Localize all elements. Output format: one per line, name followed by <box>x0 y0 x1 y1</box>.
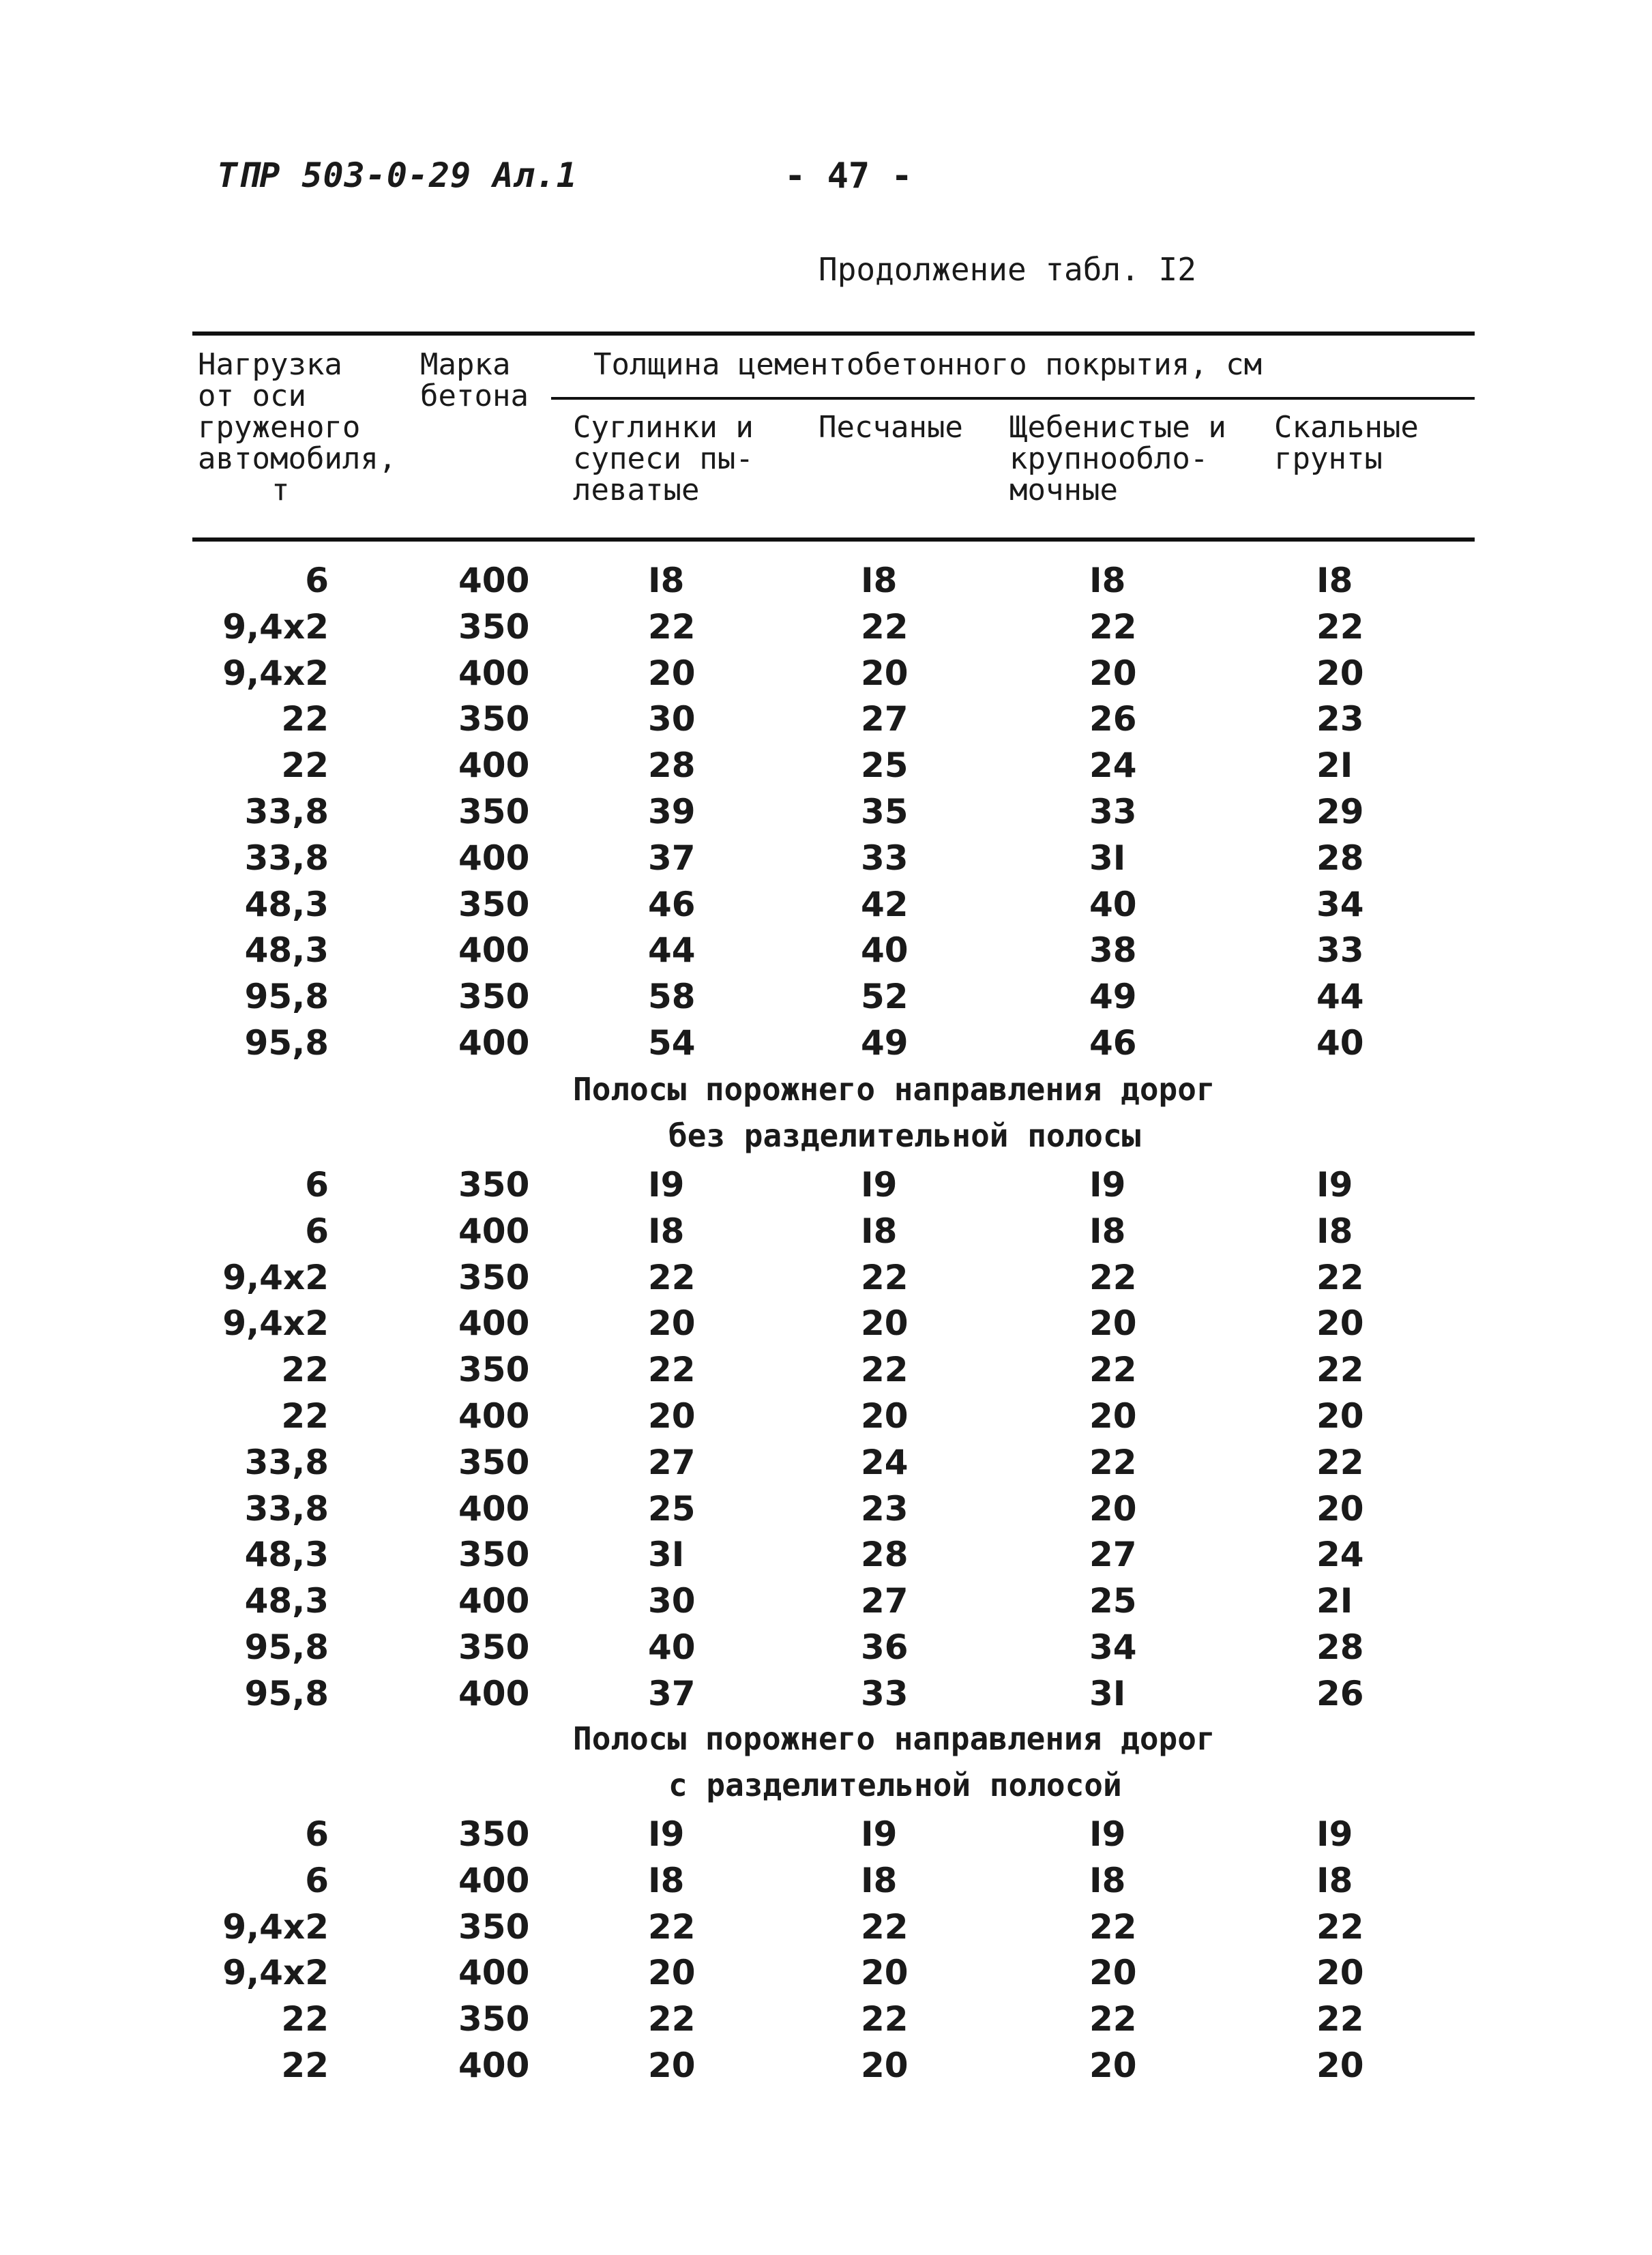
load-cell: 22 <box>281 699 329 739</box>
document-code: ТПР 503-0-29 Ал.1 <box>217 156 578 195</box>
rock-cell: 28 <box>1316 838 1364 878</box>
rock-cell: 34 <box>1316 884 1364 924</box>
sand-cell: I9 <box>861 1814 898 1854</box>
table-top-rule <box>192 331 1475 336</box>
loam-cell: 22 <box>648 606 696 647</box>
sand-cell: 20 <box>861 2046 909 2085</box>
grade-cell: 350 <box>458 1627 530 1667</box>
gravel-cell: I8 <box>1089 561 1126 600</box>
grade-cell: 400 <box>458 1488 530 1529</box>
sand-cell: 20 <box>861 653 909 693</box>
grade-cell: 350 <box>458 1814 530 1854</box>
header-soil-gravel-line: Щебенистые и <box>1009 410 1226 445</box>
table-row <box>0 792 1652 838</box>
header-grade-line: Марка <box>420 347 511 382</box>
loam-cell: I9 <box>648 1814 685 1854</box>
grade-cell: 400 <box>458 1211 530 1251</box>
grade-cell: 400 <box>458 653 530 693</box>
header-soil-loam-line: Суглинки и <box>573 410 754 445</box>
load-cell: 9,4х2 <box>222 1953 329 1993</box>
header-soil-gravel <box>1009 412 1226 506</box>
rock-cell: 23 <box>1316 699 1364 739</box>
sand-cell: 20 <box>861 1303 909 1344</box>
table-row <box>0 2046 1652 2092</box>
loam-cell: 44 <box>648 930 696 971</box>
rock-cell: I8 <box>1316 561 1353 600</box>
loam-cell: 22 <box>648 1350 696 1390</box>
sand-cell: I8 <box>861 1860 898 1900</box>
gravel-cell: 46 <box>1089 1023 1137 1063</box>
loam-cell: 27 <box>648 1442 696 1482</box>
table-row <box>0 1396 1652 1443</box>
gravel-cell: 33 <box>1089 792 1137 831</box>
group-header-rule <box>551 397 1475 400</box>
rock-cell: 20 <box>1316 1953 1364 1993</box>
page-number: - 47 - <box>784 156 913 196</box>
rock-cell: 44 <box>1316 977 1364 1017</box>
gravel-cell: 22 <box>1089 1257 1137 1297</box>
table-row <box>0 1489 1652 1535</box>
loam-cell: 40 <box>648 1627 696 1667</box>
sand-cell: 25 <box>861 746 909 786</box>
header-grade-line: бетона <box>420 379 529 413</box>
load-cell: 9,4х2 <box>222 1257 329 1297</box>
header-soil-rock-line: грунты <box>1274 441 1383 476</box>
table-row <box>0 1350 1652 1396</box>
gravel-cell: 22 <box>1089 1442 1137 1482</box>
load-cell: 22 <box>281 1350 329 1390</box>
rock-cell: 2I <box>1316 1581 1353 1621</box>
load-cell: 9,4х2 <box>222 653 329 693</box>
table-row <box>0 1953 1652 1999</box>
load-cell: 33,8 <box>244 1442 329 1482</box>
sand-cell: 22 <box>861 606 909 647</box>
grade-cell: 400 <box>458 1023 530 1063</box>
header-load-line: автомобиля, <box>198 441 397 476</box>
header-load-line: Нагрузка <box>198 347 342 382</box>
sand-cell: 33 <box>861 838 909 878</box>
section-heading: Полосы порожнего направления дорог <box>573 1720 1215 1757</box>
load-cell: 6 <box>305 1860 329 1900</box>
table-row <box>0 699 1652 746</box>
header-soil-loam-line: леватые <box>573 473 700 507</box>
sand-cell: 36 <box>861 1627 909 1667</box>
header-soil-rock-line: Скальные <box>1274 410 1419 445</box>
sand-cell: 24 <box>861 1442 909 1482</box>
header-soil-loam <box>573 412 754 506</box>
gravel-cell: 27 <box>1089 1535 1137 1575</box>
grade-cell: 400 <box>458 1953 530 1993</box>
loam-cell: 20 <box>648 1303 696 1344</box>
sand-cell: 22 <box>861 1906 909 1947</box>
sand-cell: 27 <box>861 699 909 739</box>
header-soil-loam-line: супеси пы- <box>573 441 754 476</box>
loam-cell: I8 <box>648 561 685 600</box>
loam-cell: 37 <box>648 1673 696 1713</box>
table-row <box>0 561 1652 607</box>
sand-cell: 22 <box>861 1350 909 1390</box>
sand-cell: I8 <box>861 1211 898 1251</box>
load-cell: 6 <box>305 1165 329 1205</box>
loam-cell: 28 <box>648 746 696 786</box>
grade-cell: 350 <box>458 1350 530 1390</box>
load-cell: 95,8 <box>244 1673 329 1713</box>
header-group-title: Толщина цементобетонного покрытия, см <box>593 347 1263 382</box>
rock-cell: I8 <box>1316 1860 1353 1900</box>
load-cell: 9,4х2 <box>222 606 329 647</box>
loam-cell: 54 <box>648 1023 696 1063</box>
grade-cell: 400 <box>458 1303 530 1344</box>
sand-cell: 23 <box>861 1488 909 1529</box>
grade-cell: 350 <box>458 792 530 831</box>
rock-cell: 22 <box>1316 1906 1364 1947</box>
gravel-cell: 22 <box>1089 1999 1137 2039</box>
header-load <box>198 349 396 506</box>
header-grade <box>420 349 529 412</box>
table-continuation-caption: Продолжение табл. I2 <box>818 251 1196 288</box>
gravel-cell: 38 <box>1089 930 1137 971</box>
loam-cell: 22 <box>648 1257 696 1297</box>
sand-cell: 20 <box>861 1396 909 1436</box>
table-row <box>0 838 1652 885</box>
gravel-cell: 20 <box>1089 1953 1137 1993</box>
load-cell: 48,3 <box>244 884 329 924</box>
gravel-cell: 20 <box>1089 1488 1137 1529</box>
table-row <box>0 1443 1652 1489</box>
load-cell: 6 <box>305 561 329 600</box>
load-cell: 9,4х2 <box>222 1906 329 1947</box>
header-load-line: от оси <box>198 379 306 413</box>
header-load-line: т <box>271 473 290 507</box>
sand-cell: 22 <box>861 1999 909 2039</box>
load-cell: 22 <box>281 746 329 786</box>
gravel-cell: 3I <box>1089 1673 1126 1713</box>
header-soil-sand-line: Песчаные <box>818 410 963 445</box>
load-cell: 48,3 <box>244 1581 329 1621</box>
table-row <box>0 1674 1652 1720</box>
sand-cell: 22 <box>861 1257 909 1297</box>
load-cell: 6 <box>305 1814 329 1854</box>
grade-cell: 350 <box>458 606 530 647</box>
load-cell: 33,8 <box>244 838 329 878</box>
sand-cell: 28 <box>861 1535 909 1575</box>
grade-cell: 350 <box>458 884 530 924</box>
loam-cell: I9 <box>648 1165 685 1205</box>
sand-cell: 20 <box>861 1953 909 1993</box>
gravel-cell: 26 <box>1089 699 1137 739</box>
table-row <box>0 1023 1652 1070</box>
gravel-cell: I8 <box>1089 1860 1126 1900</box>
table-row <box>0 1303 1652 1350</box>
gravel-cell: 22 <box>1089 1350 1137 1390</box>
rock-cell: 22 <box>1316 1350 1364 1390</box>
table-row <box>0 1999 1652 2046</box>
gravel-cell: 40 <box>1089 884 1137 924</box>
rock-cell: 20 <box>1316 1488 1364 1529</box>
table-row <box>0 1535 1652 1581</box>
header-load-line: груженого <box>198 410 361 445</box>
load-cell: 6 <box>305 1211 329 1251</box>
loam-cell: 3I <box>648 1535 685 1575</box>
gravel-cell: 25 <box>1089 1581 1137 1621</box>
grade-cell: 400 <box>458 838 530 878</box>
load-cell: 9,4х2 <box>222 1303 329 1344</box>
sand-cell: 33 <box>861 1673 909 1713</box>
section-heading: Полосы порожнего направления дорог <box>573 1071 1215 1108</box>
table-row <box>0 1814 1652 1861</box>
header-bottom-rule <box>192 537 1475 542</box>
grade-cell: 350 <box>458 977 530 1017</box>
rock-cell: 22 <box>1316 1442 1364 1482</box>
loam-cell: 20 <box>648 1953 696 1993</box>
rock-cell: 29 <box>1316 792 1364 831</box>
rock-cell: 40 <box>1316 1023 1364 1063</box>
table-row <box>0 607 1652 653</box>
gravel-cell: 34 <box>1089 1627 1137 1667</box>
loam-cell: 20 <box>648 2046 696 2085</box>
grade-cell: 350 <box>458 1535 530 1575</box>
gravel-cell: I9 <box>1089 1165 1126 1205</box>
gravel-cell: I9 <box>1089 1814 1126 1854</box>
load-cell: 33,8 <box>244 792 329 831</box>
rock-cell: 20 <box>1316 653 1364 693</box>
loam-cell: I8 <box>648 1860 685 1900</box>
load-cell: 48,3 <box>244 930 329 971</box>
rock-cell: I9 <box>1316 1165 1353 1205</box>
table-row <box>0 1627 1652 1674</box>
sand-cell: 52 <box>861 977 909 1017</box>
rock-cell: 33 <box>1316 930 1364 971</box>
header-soil-sand <box>818 412 963 443</box>
grade-cell: 400 <box>458 2046 530 2085</box>
grade-cell: 400 <box>458 1396 530 1436</box>
sand-cell: 27 <box>861 1581 909 1621</box>
section-heading: без разделительной полосы <box>668 1117 1141 1154</box>
gravel-cell: 22 <box>1089 1906 1137 1947</box>
grade-cell: 350 <box>458 1257 530 1297</box>
header-soil-rock <box>1274 412 1419 475</box>
loam-cell: 30 <box>648 699 696 739</box>
table-row <box>0 930 1652 977</box>
load-cell: 95,8 <box>244 1023 329 1063</box>
grade-cell: 400 <box>458 1860 530 1900</box>
table-row <box>0 1211 1652 1258</box>
sand-cell: 49 <box>861 1023 909 1063</box>
load-cell: 22 <box>281 1396 329 1436</box>
table-row <box>0 977 1652 1023</box>
loam-cell: I8 <box>648 1211 685 1251</box>
grade-cell: 400 <box>458 930 530 971</box>
sand-cell: 42 <box>861 884 909 924</box>
gravel-cell: 20 <box>1089 1396 1137 1436</box>
rock-cell: 22 <box>1316 1999 1364 2039</box>
table-row <box>0 885 1652 931</box>
header-soil-gravel-line: крупнообло- <box>1009 441 1209 476</box>
table-row <box>0 653 1652 700</box>
loam-cell: 30 <box>648 1581 696 1621</box>
sand-cell: I8 <box>861 561 898 600</box>
loam-cell: 20 <box>648 653 696 693</box>
gravel-cell: I8 <box>1089 1211 1126 1251</box>
load-cell: 95,8 <box>244 977 329 1017</box>
grade-cell: 400 <box>458 746 530 786</box>
table-row <box>0 1165 1652 1211</box>
grade-cell: 350 <box>458 699 530 739</box>
sand-cell: 40 <box>861 930 909 971</box>
table-row <box>0 1581 1652 1627</box>
load-cell: 22 <box>281 2046 329 2085</box>
grade-cell: 350 <box>458 1442 530 1482</box>
rock-cell: 20 <box>1316 2046 1364 2085</box>
grade-cell: 350 <box>458 1165 530 1205</box>
rock-cell: 24 <box>1316 1535 1364 1575</box>
grade-cell: 350 <box>458 1999 530 2039</box>
loam-cell: 58 <box>648 977 696 1017</box>
loam-cell: 37 <box>648 838 696 878</box>
load-cell: 48,3 <box>244 1535 329 1575</box>
rock-cell: 22 <box>1316 606 1364 647</box>
load-cell: 33,8 <box>244 1488 329 1529</box>
gravel-cell: 22 <box>1089 606 1137 647</box>
grade-cell: 400 <box>458 561 530 600</box>
gravel-cell: 20 <box>1089 1303 1137 1344</box>
gravel-cell: 3I <box>1089 838 1126 878</box>
loam-cell: 25 <box>648 1488 696 1529</box>
gravel-cell: 49 <box>1089 977 1137 1017</box>
loam-cell: 20 <box>648 1396 696 1436</box>
rock-cell: 20 <box>1316 1303 1364 1344</box>
loam-cell: 22 <box>648 1999 696 2039</box>
gravel-cell: 20 <box>1089 2046 1137 2085</box>
table-row <box>0 1907 1652 1954</box>
table-row <box>0 1258 1652 1304</box>
loam-cell: 46 <box>648 884 696 924</box>
loam-cell: 39 <box>648 792 696 831</box>
grade-cell: 350 <box>458 1906 530 1947</box>
section-heading: с разделительной полосой <box>668 1766 1122 1803</box>
rock-cell: 2I <box>1316 746 1353 786</box>
sand-cell: 35 <box>861 792 909 831</box>
table-row <box>0 1861 1652 1907</box>
rock-cell: I9 <box>1316 1814 1353 1854</box>
load-cell: 95,8 <box>244 1627 329 1667</box>
gravel-cell: 24 <box>1089 746 1137 786</box>
table-row <box>0 746 1652 792</box>
grade-cell: 400 <box>458 1581 530 1621</box>
gravel-cell: 20 <box>1089 653 1137 693</box>
rock-cell: 22 <box>1316 1257 1364 1297</box>
grade-cell: 400 <box>458 1673 530 1713</box>
rock-cell: 28 <box>1316 1627 1364 1667</box>
loam-cell: 22 <box>648 1906 696 1947</box>
rock-cell: 20 <box>1316 1396 1364 1436</box>
rock-cell: I8 <box>1316 1211 1353 1251</box>
header-soil-gravel-line: мочные <box>1009 473 1118 507</box>
rock-cell: 26 <box>1316 1673 1364 1713</box>
sand-cell: I9 <box>861 1165 898 1205</box>
load-cell: 22 <box>281 1999 329 2039</box>
